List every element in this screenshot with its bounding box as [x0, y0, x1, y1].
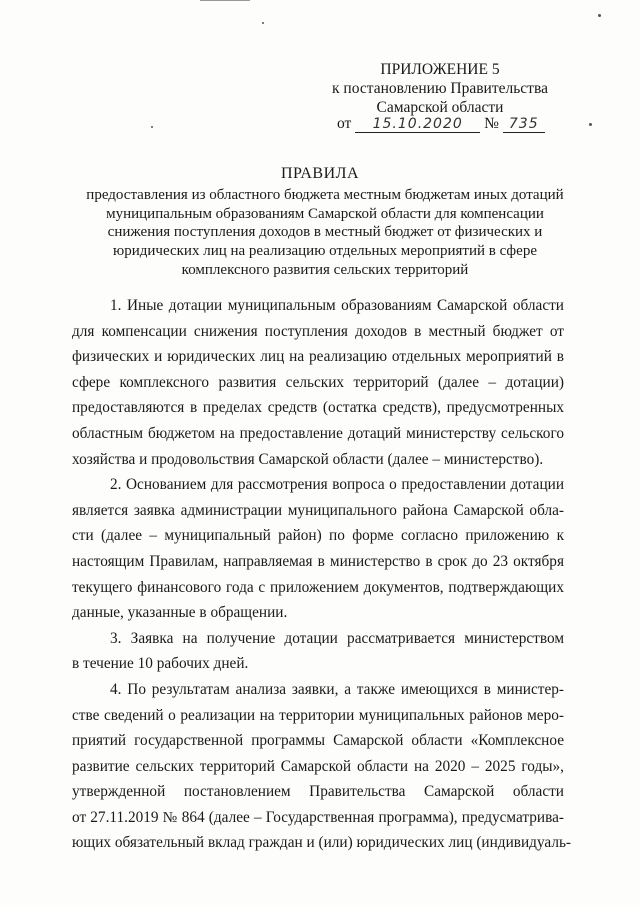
appendix-authority: Самарской области: [376, 99, 504, 116]
text-line: областным бюджетом на предоставление дотаций министерству сельского: [72, 424, 564, 442]
scan-speck: [598, 14, 601, 17]
scan-speck: [589, 123, 592, 126]
date-label: от: [337, 115, 352, 132]
appendix-reference: к постановлению Правительства: [332, 80, 548, 97]
text-line: развитие сельских территорий Самарской области на 2020 – 2025 годы»,: [72, 757, 564, 775]
decree-date-line: [337, 115, 545, 133]
subtitle-line: снижения поступления доходов в местный бюджет от физических и: [107, 224, 543, 241]
document-body: [72, 293, 572, 856]
subtitle-line: юридических лиц на реализацию отдельных мероприятий в сфере: [113, 243, 537, 260]
scan-speck: [262, 22, 264, 24]
paragraph-2: [72, 472, 564, 626]
handwritten-number: 735: [503, 116, 545, 133]
text-line: является заявка администрации муниципального района Самарской обла-: [72, 501, 564, 519]
text-line: утвержденной постановлением Правительства Самарской области: [72, 783, 564, 801]
paragraph-1: [72, 293, 564, 472]
text-line: 1. Иные дотации муниципальным образованиям Самарской области: [110, 297, 564, 314]
appendix-number: ПРИЛОЖЕНИЕ 5: [380, 61, 500, 78]
text-line: текущего финансового года с приложением документов, подтверждающих: [72, 578, 564, 596]
text-line: данные, указанные в обращении.: [72, 604, 288, 622]
scan-edge-mark: [200, 0, 250, 1]
number-label: №: [484, 115, 499, 132]
text-line: сфере комплексного развития сельских территорий (далее – дотации): [72, 373, 564, 391]
appendix-header: [320, 60, 560, 117]
handwritten-date: 15.10.2020: [355, 116, 480, 133]
text-line: настоящим Правилам, направляемая в министерство в срок до 23 октября: [72, 552, 564, 570]
text-line: стве сведений о реализации на территории муниципальных районов меро-: [72, 706, 564, 724]
text-line: сти (далее – муниципальный район) по форме согласно приложению к: [72, 527, 564, 545]
paragraph-3: [72, 626, 564, 677]
text-line: физических и юридических лиц на реализацию отдельных мероприятий в: [72, 348, 564, 366]
subtitle-line: муниципальным образованиям Самарской области для компенсации: [106, 205, 544, 222]
text-line: 4. По результатам анализа заявки, а также имеющихся в министер-: [110, 680, 564, 698]
paragraph-4: [72, 677, 572, 856]
document-subtitle: [60, 186, 590, 280]
text-line: предоставляются в пределах средств (остатка средств), предусмотренных: [72, 399, 564, 417]
scan-speck: [151, 126, 153, 128]
text-line: в течение 10 рабочих дней.: [72, 655, 249, 673]
text-line: для компенсации снижения поступления доходов в местный бюджет от: [72, 322, 564, 340]
text-line: приятий государственной программы Самарской области «Комплексное: [72, 732, 564, 750]
document-title: ПРАВИЛА: [280, 165, 360, 182]
subtitle-line: комплексного развития сельских территорий: [181, 261, 469, 278]
text-line: 3. Заявка на получение дотации рассматривается министерством: [110, 629, 564, 647]
text-line: ющих обязательный вклад граждан и (или) юридических лиц (индивидуаль-: [72, 834, 572, 852]
subtitle-line: предоставления из областного бюджета местным бюджетам иных дотаций: [86, 187, 564, 203]
text-line: 2. Основанием для рассмотрения вопроса о предоставлении дотации: [110, 476, 564, 494]
text-line: от 27.11.2019 № 864 (далее – Государственная программа), предусматрива-: [72, 808, 564, 826]
text-line: хозяйства и продовольствия Самарской области (далее – министерство).: [72, 450, 544, 468]
